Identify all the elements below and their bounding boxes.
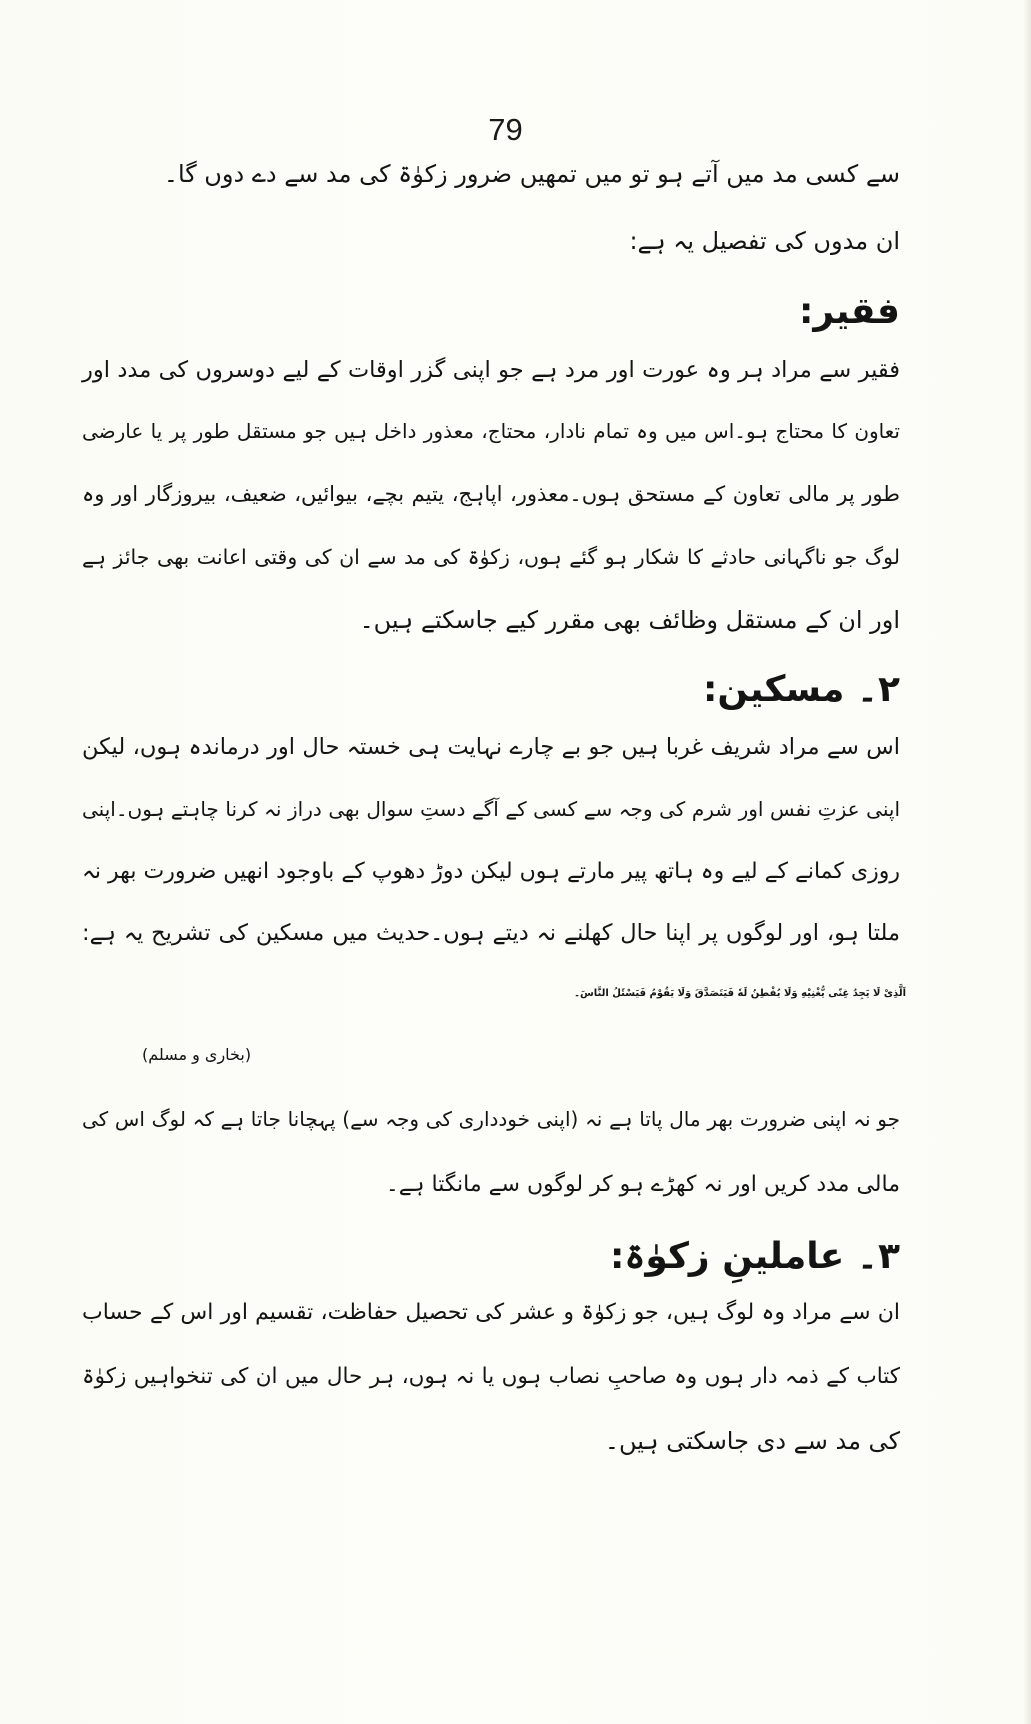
section3-line-1: ان سے مراد وہ لوگ ہیں، جو زکوٰۃ و عشر کی تحصیل حفاظت، تقسیم اور اس کے حساب bbox=[82, 1300, 900, 1325]
section1-line-3: طور پر مالی تعاون کے مستحق ہوں۔معذور، اپاہج، یتیم بچے، بیوائیں، ضعیف، بیروزگار اور وہ bbox=[82, 482, 900, 506]
intro-line-2: ان مدوں کی تفصیل یہ ہے: bbox=[629, 227, 900, 255]
hadith-translation-line-2: مالی مدد کریں اور نہ کھڑے ہو کر لوگوں سے مانگتا ہے۔ bbox=[385, 1172, 900, 1197]
hadith-arabic-text: اَلَّذِیْ لَا یَجِدُ غِنًی یُّغْنِیْهِ وَلَا یُفْطِنُ لَهٗ فَیَتَصَدَّقَ وَلَا یَقُوْمُ فَیَسْئَلُ النَّاسَ۔ bbox=[574, 988, 906, 999]
hadith-translation-line-1: جو نہ اپنی ضرورت بھر مال پاتا ہے نہ (اپنی خودداری کی وجہ سے) پہچانا جاتا ہے کہ لوگ اس کی bbox=[82, 1107, 900, 1131]
page-edge-shadow bbox=[1023, 0, 1031, 1724]
section2-line-3: روزی کمانے کے لیے وہ ہاتھ پیر مارتے ہوں لیکن دوڑ دھوپ کے باوجود انھیں ضرورت بھر نہ bbox=[82, 859, 900, 884]
section1-line-2: تعاون کا محتاج ہو۔اس میں وہ تمام نادار، محتاج، معذور داخل ہیں جو مستقل طور پر یا عارضی bbox=[82, 419, 900, 443]
section-heading-amileen: ۳۔ عاملینِ زکوٰۃ: bbox=[609, 1236, 900, 1277]
section1-line-4: لوگ جو ناگہانی حادثے کا شکار ہو گئے ہوں، زکوٰۃ کی مد سے ان کی وقتی اعانت بھی جائز ہے bbox=[82, 545, 900, 569]
hadith-reference: (بخاری و مسلم) bbox=[142, 1045, 252, 1064]
section-heading-faqir: فقیر: bbox=[799, 291, 900, 332]
section1-line-5: اور ان کے مستقل وظائف بھی مقرر کیے جاسکتے ہیں۔ bbox=[359, 606, 900, 634]
section2-line-1: اس سے مراد شریف غربا ہیں جو بے چارے نہایت ہی خستہ حال اور درماندہ ہوں، لیکن bbox=[82, 734, 900, 760]
section-heading-miskeen: ۲۔ مسکین: bbox=[703, 669, 900, 710]
page-number: 79 bbox=[488, 112, 523, 147]
section1-line-1: فقیر سے مراد ہر وہ عورت اور مرد ہے جو اپنی گزر اوقات کے لیے دوسروں کی مدد اور bbox=[82, 357, 900, 383]
intro-line-1: سے کسی مد میں آتے ہو تو میں تمھیں ضرور زکوٰۃ کی مد سے دے دوں گا۔ bbox=[163, 160, 900, 188]
section2-line-2: اپنی عزتِ نفس اور شرم کی وجہ سے کسی کے آگے دستِ سوال بھی دراز نہ کرنا چاہتے ہوں۔اپنی bbox=[82, 797, 900, 821]
section3-line-3: کی مد سے دی جاسکتی ہیں۔ bbox=[604, 1427, 900, 1455]
section2-line-4: ملتا ہو، اور لوگوں پر اپنا حال کھلنے نہ دیتے ہوں۔حدیث میں مسکین کی تشریح یہ ہے: bbox=[82, 920, 900, 946]
section3-line-2: کتاب کے ذمہ دار ہوں وہ صاحبِ نصاب ہوں یا نہ ہوں، ہر حال میں ان کی تنخواہیں زکوٰۃ bbox=[82, 1364, 900, 1389]
